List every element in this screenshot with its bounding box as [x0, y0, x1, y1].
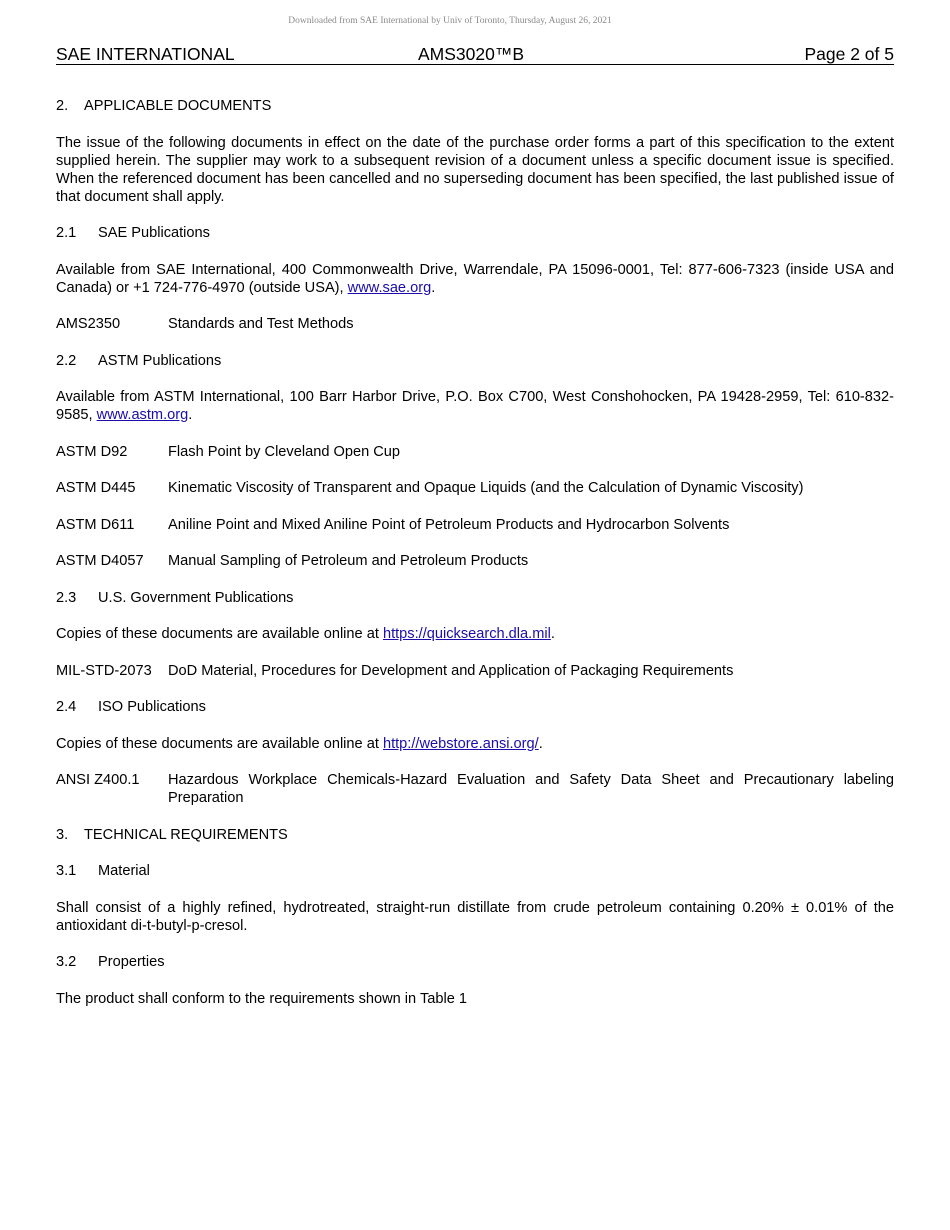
- section-number: 2.1: [56, 225, 77, 241]
- document-code: ASTM D611: [56, 516, 135, 533]
- paragraph-tail: .: [431, 279, 436, 296]
- document-code: MIL-STD-2073: [56, 662, 152, 679]
- document-code: AMS2350: [56, 316, 121, 332]
- ansi-webstore-link[interactable]: http://webstore.ansi.org/: [382, 735, 539, 752]
- document-code: ASTM D445: [56, 480, 136, 496]
- section-2-2-paragraph: [56, 388, 894, 424]
- reference-document-row: [56, 662, 894, 680]
- document-title: Flash Point by Cleveland Open Cup: [168, 443, 401, 460]
- section-title: ASTM Publications: [98, 352, 222, 369]
- section-number: 3.1: [56, 863, 77, 879]
- section-2-1-paragraph: [56, 261, 894, 297]
- section-title: Material: [98, 863, 150, 879]
- header-page-number: Page 2 of 5: [804, 44, 894, 64]
- dla-quicksearch-link[interactable]: https://quicksearch.dla.mil: [382, 626, 551, 642]
- section-title: Properties: [98, 954, 165, 970]
- reference-document-row: [56, 479, 894, 497]
- reference-document-row: [56, 516, 894, 534]
- section-2-2-heading: [56, 352, 894, 370]
- header-organization: SAE INTERNATIONAL: [56, 44, 235, 64]
- astm-website-link[interactable]: www.astm.org: [96, 407, 189, 423]
- section-2-4-paragraph: [56, 735, 894, 753]
- section-2-heading: [56, 97, 894, 115]
- reference-document-row: [56, 771, 894, 807]
- document-code: ANSI Z400.1: [56, 772, 140, 788]
- section-2-1-heading: [56, 224, 894, 242]
- document-title: DoD Material, Procedures for Development and Application of Packaging Requirements: [168, 662, 734, 679]
- section-number: 2.2: [56, 352, 77, 369]
- section-title: SAE Publications: [98, 225, 210, 241]
- document-body: [56, 97, 894, 1008]
- section-3-1-paragraph: Shall consist of a highly refined, hydrotreated, straight-run distillate from crude petroleum containing 0.20% ± 0.01% of the antioxidant di-t-butyl-p-cresol.: [56, 899, 894, 934]
- paragraph-tail: .: [188, 407, 193, 423]
- section-2-3-paragraph: [56, 625, 894, 643]
- section-number: 2.: [56, 98, 69, 114]
- paragraph-tail: .: [550, 626, 555, 642]
- sae-website-link[interactable]: www.sae.org: [347, 279, 432, 296]
- section-3-2-paragraph: The product shall conform to the requirements shown in Table 1: [56, 990, 468, 1007]
- reference-document-row: [56, 315, 894, 333]
- document-title: Standards and Test Methods: [168, 316, 354, 332]
- paragraph-text: Copies of these documents are available online at: [56, 626, 383, 642]
- paragraph-text: Copies of these documents are available online at: [56, 735, 383, 752]
- paragraph-text: Available from ASTM International, 100 Barr Harbor Drive, P.O. Box C700, West Conshohocken, PA 19428-2959, Tel: 610-832-9585,: [56, 389, 894, 423]
- section-2-paragraph: The issue of the following documents in effect on the date of the purchase order forms a part of this specification to the extent supplied herein. The supplier may work to a subsequent revision of a document unless a specific document issue is specified. When the referenced document has been cancelled and no superseding document has been specified, the last published issue of that document shall apply.: [56, 134, 894, 205]
- document-title: Kinematic Viscosity of Transparent and Opaque Liquids (and the Calculation of Dynamic Viscosity): [168, 480, 804, 496]
- section-number: 3.: [56, 826, 69, 843]
- section-number: 2.4: [56, 699, 77, 715]
- paragraph-tail: .: [538, 735, 543, 752]
- section-3-heading: [56, 826, 894, 844]
- document-title: Manual Sampling of Petroleum and Petroleum Products: [168, 553, 529, 569]
- section-2-3-heading: [56, 589, 894, 607]
- header-document-number: AMS3020™B: [418, 44, 525, 64]
- section-title: U.S. Government Publications: [98, 589, 294, 606]
- download-watermark: Downloaded from SAE International by Univ of Toronto, Thursday, August 26, 2021: [288, 16, 612, 26]
- section-number: 2.3: [56, 589, 77, 606]
- document-code: ASTM D4057: [56, 553, 144, 569]
- reference-document-row: [56, 552, 894, 570]
- reference-document-row: [56, 443, 894, 461]
- section-title: TECHNICAL REQUIREMENTS: [84, 826, 288, 843]
- section-3-2-heading: [56, 953, 894, 971]
- section-number: 3.2: [56, 954, 77, 970]
- section-title: ISO Publications: [98, 699, 206, 715]
- section-title: APPLICABLE DOCUMENTS: [84, 98, 272, 114]
- section-3-1-heading: [56, 862, 894, 880]
- paragraph-text: Available from SAE International, 400 Commonwealth Drive, Warrendale, PA 15096-0001, Tel: 877-606-7323 (inside USA and Canada) or +1 724-776-4970 (outside USA),: [56, 261, 894, 296]
- document-title: Hazardous Workplace Chemicals-Hazard Evaluation and Safety Data Sheet and Precautionary labeling Preparation: [168, 772, 894, 806]
- document-code: ASTM D92: [56, 443, 128, 460]
- section-2-4-heading: [56, 698, 894, 716]
- document-title: Aniline Point and Mixed Aniline Point of Petroleum Products and Hydrocarbon Solvents: [168, 516, 730, 533]
- page-header: [56, 44, 894, 65]
